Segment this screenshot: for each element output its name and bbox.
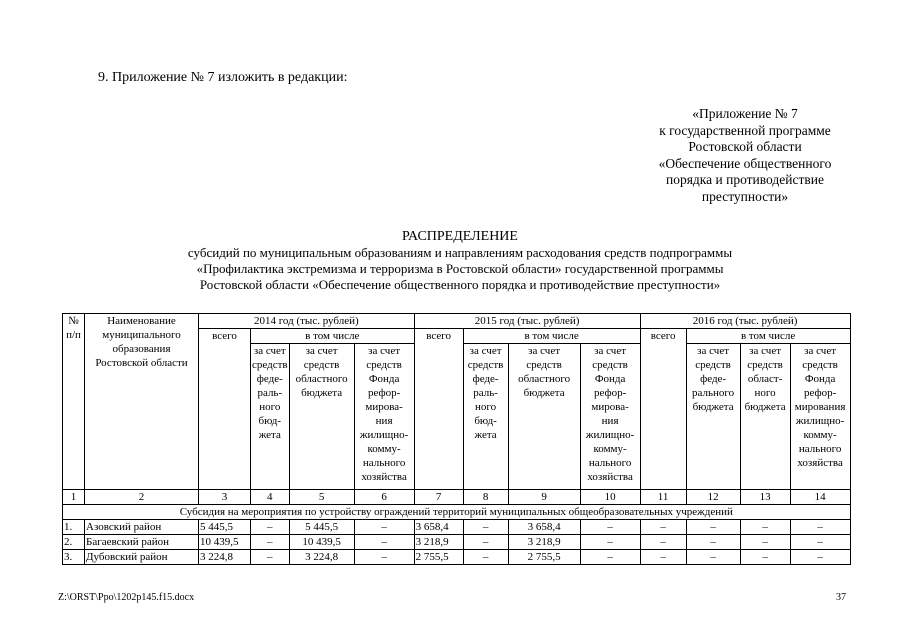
row-cell: Азовский район <box>85 520 199 535</box>
row-cell: 3 658,4 <box>414 520 463 535</box>
col-number: 4 <box>251 490 290 505</box>
header-obl-2016: за счет средств област- ного бюджета <box>740 344 790 490</box>
subtitle-line: «Профилактика экстремизма и терроризма в Ростовской области» государственной программы <box>196 261 724 276</box>
row-cell: – <box>640 550 686 565</box>
intro-paragraph: 9. Приложение № 7 изложить в редакции: <box>98 70 348 85</box>
row-cell: – <box>640 535 686 550</box>
col-number: 13 <box>740 490 790 505</box>
row-cell: Багаевский район <box>85 535 199 550</box>
col-number: 9 <box>508 490 580 505</box>
row-cell: – <box>354 550 414 565</box>
row-cell: – <box>790 520 850 535</box>
row-cell: – <box>354 520 414 535</box>
header-incl-2014: в том числе <box>251 329 415 344</box>
row-cell: 5 445,5 <box>199 520 251 535</box>
row-cell: 5 445,5 <box>289 520 354 535</box>
row-cell: 2. <box>63 535 85 550</box>
document-subtitle <box>60 245 860 293</box>
row-cell: – <box>640 520 686 535</box>
header-obl-2015: за счет средств областного бюджета <box>508 344 580 490</box>
col-number: 1 <box>63 490 85 505</box>
row-cell: – <box>251 520 290 535</box>
row-cell: – <box>740 550 790 565</box>
col-number: 7 <box>414 490 463 505</box>
row-cell: – <box>463 520 508 535</box>
header-total-2016: всего <box>640 329 686 490</box>
col-number: 3 <box>199 490 251 505</box>
appendix-heading <box>610 106 880 205</box>
header-fed-2014: за счет средств феде- раль- ного бюд- жета <box>251 344 290 490</box>
col-number: 10 <box>580 490 640 505</box>
section-row <box>63 505 851 520</box>
row-cell: 3 224,8 <box>199 550 251 565</box>
row-cell: – <box>463 535 508 550</box>
subtitle-line: субсидий по муниципальным образованиям и направлениям расходования средств подпрограммы <box>187 245 733 260</box>
row-cell: – <box>740 535 790 550</box>
header-fond-2014: за счет средств Фонда рефор- мирова- ния жилищно- комму- нального хозяйства <box>354 344 414 490</box>
row-cell: 2 755,5 <box>414 550 463 565</box>
table-row <box>63 535 851 550</box>
document-title: РАСПРЕДЕЛЕНИЕ <box>402 229 518 244</box>
row-cell: – <box>790 535 850 550</box>
appendix-line: «Приложение № 7 <box>692 106 798 121</box>
row-cell: 10 439,5 <box>289 535 354 550</box>
header-name: Наименование муниципального образования Ростовской области <box>85 314 199 490</box>
appendix-line: Ростовской области <box>688 139 802 154</box>
footer-file-path: Z:\ORST\Ppo\1202p145.f15.docx <box>58 592 195 603</box>
row-cell: – <box>580 550 640 565</box>
header-obl-2014: за счет средств областного бюджета <box>289 344 354 490</box>
row-cell: – <box>790 550 850 565</box>
row-cell: – <box>354 535 414 550</box>
row-cell: 10 439,5 <box>199 535 251 550</box>
row-cell: 3 224,8 <box>289 550 354 565</box>
subtitle-line: Ростовской области «Обеспечение общественного порядка и противодействие преступности» <box>199 277 721 292</box>
header-fed-2015: за счет средств феде- раль- ного бюд- жета <box>463 344 508 490</box>
header-2014: 2014 год (тыс. рублей) <box>199 314 415 329</box>
appendix-line: «Обеспечение общественного <box>658 155 832 171</box>
col-number: 8 <box>463 490 508 505</box>
row-cell: – <box>580 520 640 535</box>
row-cell: – <box>740 520 790 535</box>
section-title: Субсидия на мероприятия по устройству ограждений территорий муниципальных общеобразовательных учреждений <box>63 505 851 520</box>
row-cell: Дубовский район <box>85 550 199 565</box>
appendix-line: порядка и противодействие <box>665 172 824 187</box>
col-number: 6 <box>354 490 414 505</box>
table-row <box>63 550 851 565</box>
col-number: 2 <box>85 490 199 505</box>
header-row-years <box>63 314 851 329</box>
table-row <box>63 520 851 535</box>
header-fed-2016: за счет средств феде- рального бюджета <box>686 344 740 490</box>
header-total-2014: всего <box>199 329 251 490</box>
col-number: 11 <box>640 490 686 505</box>
row-cell: 3 218,9 <box>508 535 580 550</box>
header-2016: 2016 год (тыс. рублей) <box>640 314 850 329</box>
row-cell: – <box>686 535 740 550</box>
header-num: № п/п <box>63 314 85 490</box>
subsidy-table <box>62 313 851 565</box>
appendix-line: преступности» <box>701 188 789 204</box>
row-cell: 3. <box>63 550 85 565</box>
footer-page-number: 37 <box>836 592 846 603</box>
appendix-line: к государственной программе <box>659 122 831 138</box>
col-number: 5 <box>289 490 354 505</box>
header-incl-2016: в том числе <box>686 329 850 344</box>
col-number: 12 <box>686 490 740 505</box>
row-cell: – <box>251 535 290 550</box>
header-fond-2016: за счет средств Фонда рефор- мирования жилищно- комму- нального хозяйства <box>790 344 850 490</box>
row-cell: 1. <box>63 520 85 535</box>
header-total-2015: всего <box>414 329 463 490</box>
row-cell: 3 658,4 <box>508 520 580 535</box>
column-numbers-row <box>63 490 851 505</box>
row-cell: – <box>463 550 508 565</box>
row-cell: 3 218,9 <box>414 535 463 550</box>
col-number: 14 <box>790 490 850 505</box>
row-cell: – <box>251 550 290 565</box>
header-fond-2015: за счет средств Фонда рефор- мирова- ния жилищно- комму- нального хозяйства <box>580 344 640 490</box>
header-incl-2015: в том числе <box>463 329 640 344</box>
row-cell: 2 755,5 <box>508 550 580 565</box>
row-cell: – <box>686 550 740 565</box>
header-2015: 2015 год (тыс. рублей) <box>414 314 640 329</box>
row-cell: – <box>686 520 740 535</box>
row-cell: – <box>580 535 640 550</box>
